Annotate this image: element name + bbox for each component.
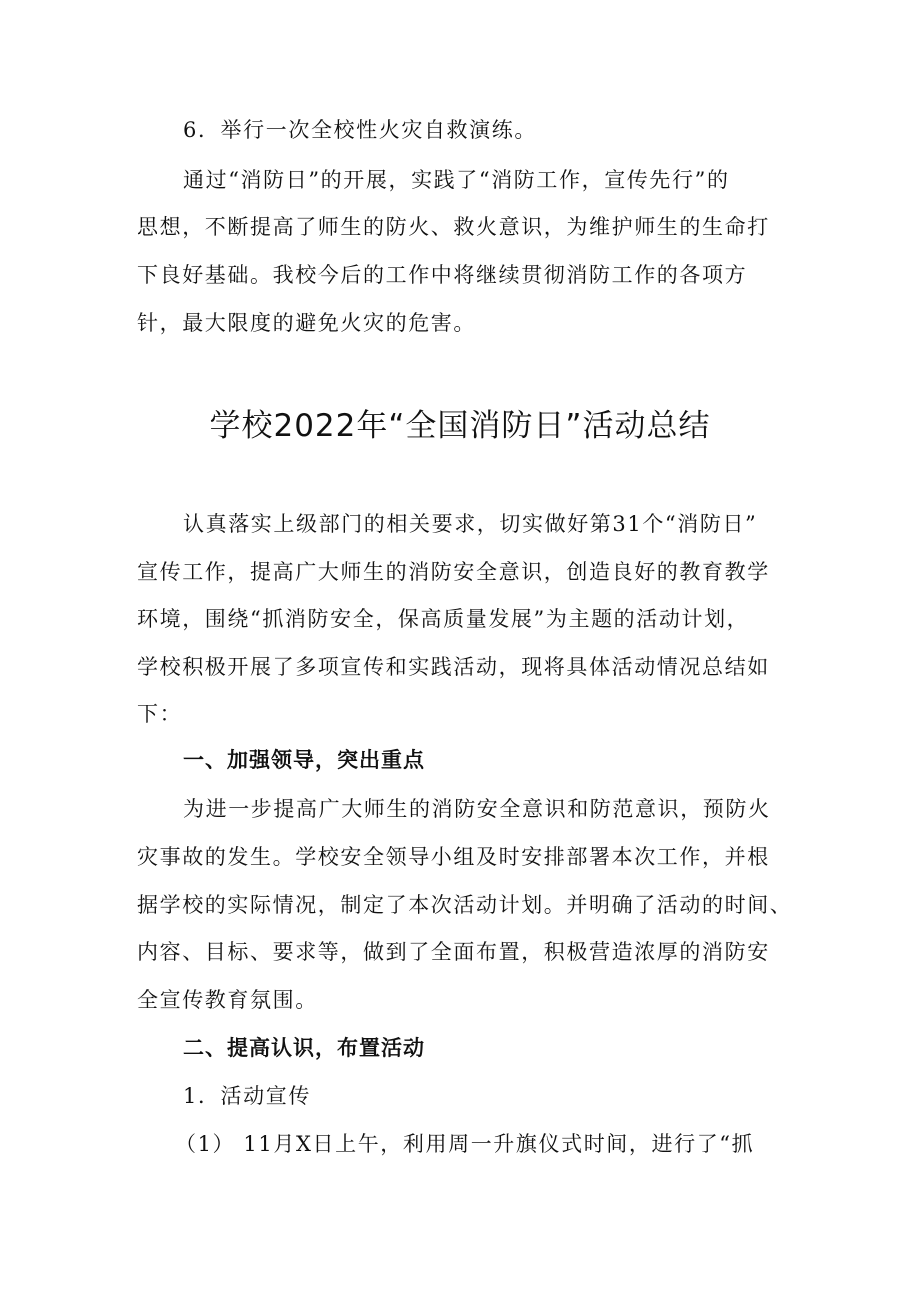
- section-2-heading: 二、提高认识，布置活动: [183, 1036, 425, 1060]
- intro-paragraph-line: 通过“消防日”的开展，实践了“消防工作，宣传先行”的: [183, 168, 730, 192]
- section-1-heading: 一、加强领导，突出重点: [183, 748, 425, 772]
- document-title: 学校2022年“全国消防日”活动总结: [209, 408, 711, 444]
- item-1-line: （1） 11月X日上午，利用周一升旗仪式时间，进行了“抓: [175, 1132, 755, 1156]
- paragraph-2-line: 为进一步提高广大师生的消防安全意识和防范意识，预防火: [183, 797, 771, 821]
- paragraph-2-line: 灾事故的发生。学校安全领导小组及时安排部署本次工作，并根: [137, 845, 770, 869]
- intro-paragraph-line: 下良好基础。我校今后的工作中将继续贯彻消防工作的各项方: [137, 263, 748, 287]
- paragraph-1-line: 宣传工作，提高广大师生的消防安全意识，创造良好的教育教学: [137, 560, 770, 584]
- paragraph-2-line: 据学校的实际情况，制定了本次活动计划。并明确了活动的时间、: [137, 893, 793, 917]
- intro-paragraph-line: 思想，不断提高了师生的防火、救火意识，为维护师生的生命打: [137, 215, 770, 239]
- subsection-1-heading: 1．活动宣传: [183, 1084, 311, 1108]
- paragraph-1-line: 下：: [137, 702, 183, 726]
- paragraph-1-line: 认真落实上级部门的相关要求，切实做好第31个“消防日”: [183, 512, 758, 536]
- intro-item: 6．举行一次全校性火灾自救演练。: [183, 118, 537, 142]
- paragraph-1-line: 环境，围绕“抓消防安全，保高质量发展”为主题的活动计划，: [137, 607, 750, 631]
- paragraph-2-line: 全宣传教育氛围。: [137, 988, 318, 1012]
- paragraph-1-line: 学校积极开展了多项宣传和实践活动，现将具体活动情况总结如: [137, 655, 770, 679]
- intro-paragraph-line: 针，最大限度的避免火灾的危害。: [137, 311, 476, 335]
- paragraph-2-line: 内容、目标、要求等，做到了全面布置，积极营造浓厚的消防安: [137, 940, 770, 964]
